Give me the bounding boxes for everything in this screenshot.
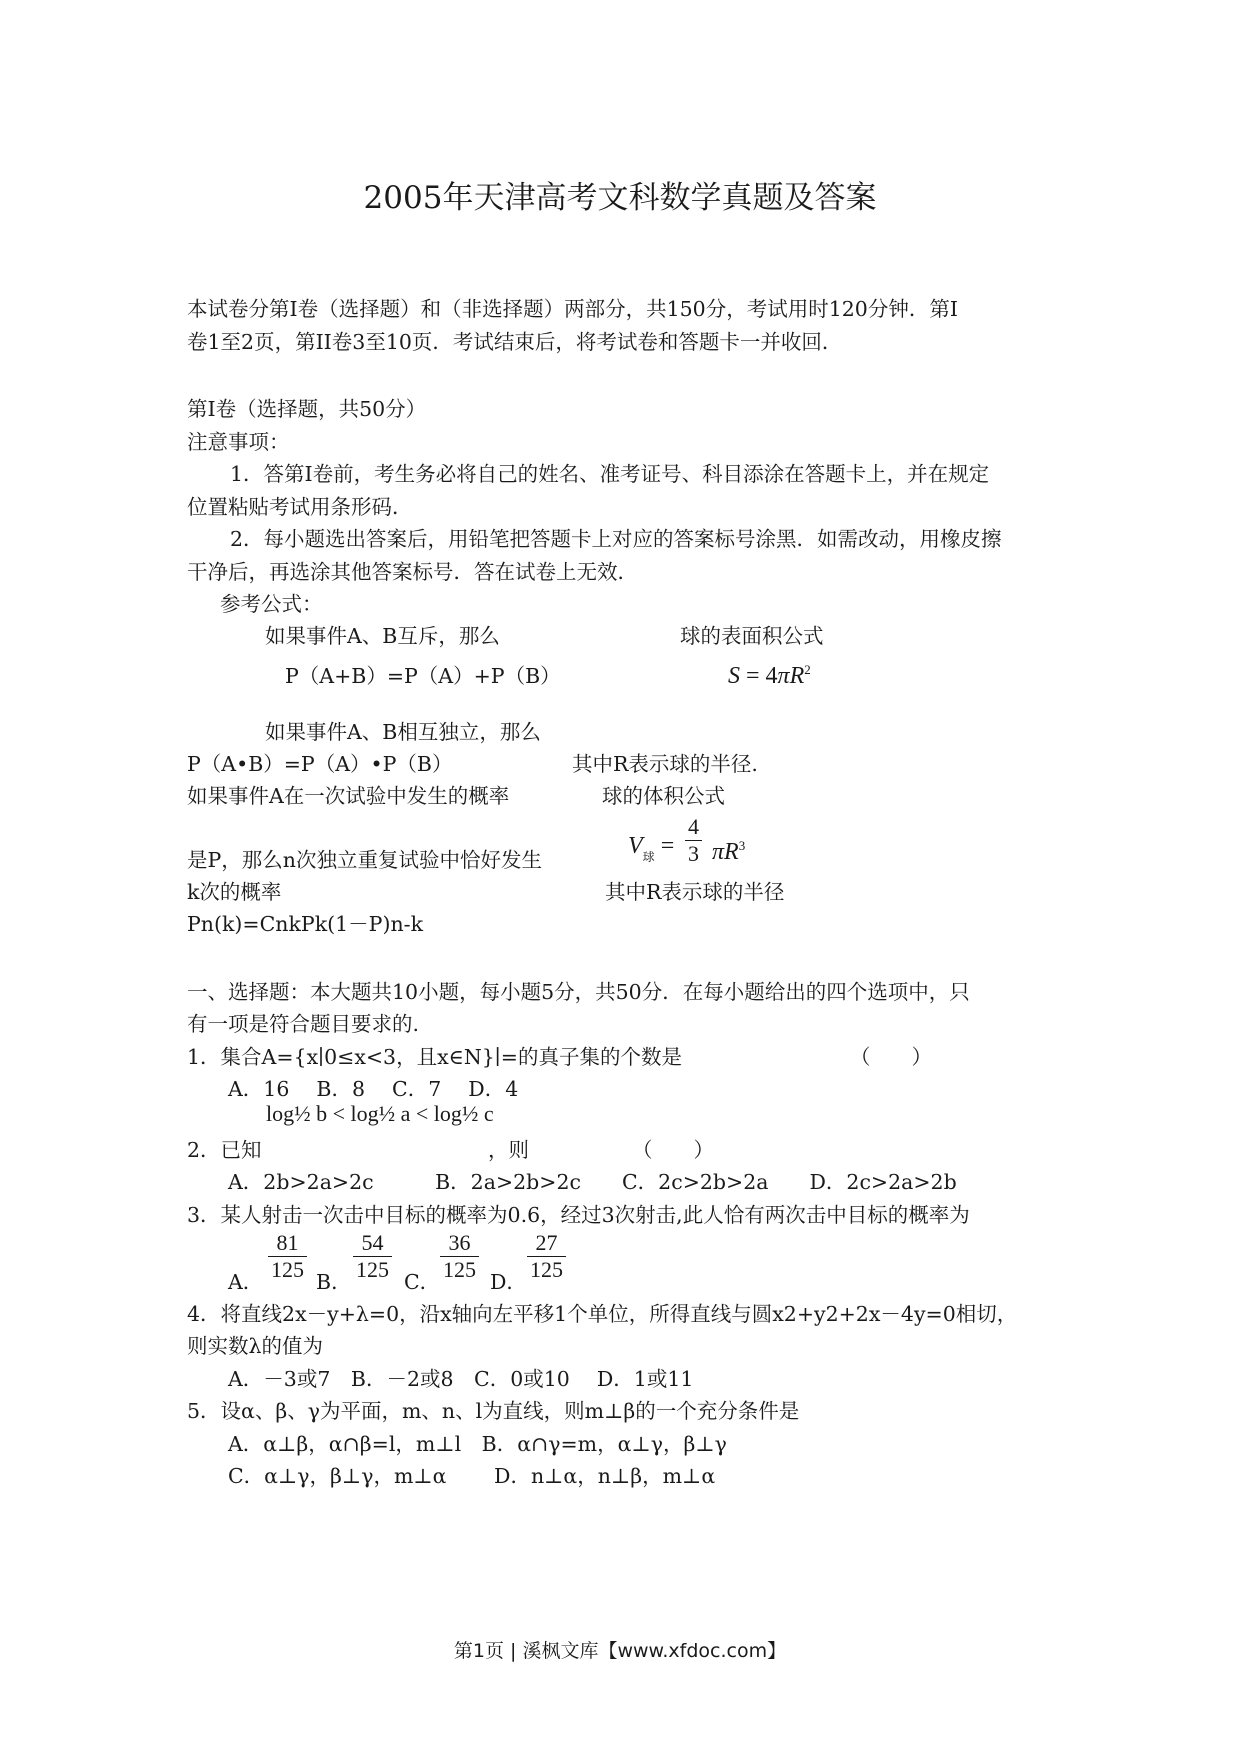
note-2-line-1: 2．每小题选出答案后，用铅笔把答题卡上对应的答案标号涂黑．如需改动，用橡皮擦 [230, 527, 1002, 551]
mutex-text: 如果事件A、B互斥，那么 [265, 624, 500, 648]
question-1-stem: 1．集合A={x∣0≤x<3，且x∈N}∣=的真子集的个数是 [187, 1045, 682, 1069]
question-3-option-a-fraction: 81 125 [268, 1230, 307, 1283]
part-1-line-2: 有一项是符合题目要求的. [187, 1012, 420, 1036]
sphere-volume-label: 球的体积公式 [602, 784, 725, 808]
question-5-stem: 5．设α、β、γ为平面，m、n、l为直线，则m⊥β的一个充分条件是 [187, 1399, 800, 1423]
question-4-line-1: 4．将直线2x－y+λ=0，沿x轴向左平移1个单位，所得直线与圆x2+y2+2x－4y=0相切， [187, 1302, 1018, 1326]
sphere-volume-formula: $V_球$ = [628, 833, 675, 864]
formula-label: 参考公式： [220, 592, 323, 616]
question-3-option-b-fraction: 54 125 [353, 1230, 392, 1283]
question-2-log-formula: log½ b < log½ a < log½ c [266, 1101, 494, 1126]
probability-line-1: 如果事件A在一次试验中发生的概率 [187, 784, 510, 808]
question-3-stem: 3．某人射击一次击中目标的概率为0.6，经过3次射击,此人恰有两次击中目标的概率为 [187, 1203, 970, 1227]
mutex-formula: P（A+B）=P（A）+P（B） [285, 664, 561, 688]
question-1-options: A．16 B．8 C．7 D．4 [228, 1077, 519, 1101]
page-footer: 第1页 | 溪枫文库【www.xfdoc.com】 [453, 1640, 787, 1662]
question-3-option-c-fraction: 36 125 [440, 1230, 479, 1283]
question-2-stem-end: ，则 [488, 1138, 529, 1162]
independent-formula: P（A•B）=P（A）•P（B） [187, 752, 453, 776]
question-3-label-d: D． [490, 1270, 527, 1294]
question-2-answer-paren: （ ） [632, 1138, 714, 1162]
sphere-area-formula: $S = 4\pi R^2$ [728, 662, 811, 689]
question-1-answer-paren: （ ） [850, 1045, 932, 1069]
probability-line-3: k次的概率 [187, 880, 282, 904]
question-4-options: A．－3或7 B．－2或8 C．0或10 D．1或11 [228, 1367, 694, 1391]
intro-line-2: 卷1至2页，第II卷3至10页．考试结束后，将考试卷和答题卡一并收回． [187, 330, 843, 354]
sphere-area-label: 球的表面积公式 [680, 624, 824, 648]
notice-label: 注意事项： [187, 430, 290, 454]
part-1-line-1: 一、选择题：本大题共10小题，每小题5分，共50分．在每小题给出的四个选项中，只 [187, 980, 970, 1004]
question-3-label-a: A． [228, 1270, 264, 1294]
note-1-line-1: 1．答第Ⅰ卷前，考生务必将自己的姓名、准考证号、科目添涂在答题卡上，并在规定 [230, 462, 990, 486]
probability-line-2: 是P，那么n次独立重复试验中恰好发生 [187, 848, 542, 872]
page-title: 2005年天津高考文科数学真题及答案 [363, 180, 877, 216]
question-5-options-cd: C．α⊥γ，β⊥γ，m⊥α D．n⊥α，n⊥β，m⊥α [228, 1464, 716, 1488]
question-4-line-2: 则实数λ的值为 [187, 1334, 323, 1358]
question-2-options: A．2b>2a>2c B．2a>2b>2c C．2c>2b>2a D．2c>2a>2b [228, 1170, 957, 1194]
binomial-formula: Pn(k)=CnkPk(1－P)n-k [187, 912, 424, 936]
independent-text: 如果事件A、B相互独立，那么 [265, 720, 541, 744]
volume-fraction: 4 3 [685, 814, 702, 867]
section-heading: 第Ⅰ卷（选择题，共50分） [187, 397, 427, 421]
intro-line-1: 本试卷分第Ⅰ卷（选择题）和（非选择题）两部分，共150分，考试用时120分钟．第Ⅰ [187, 297, 958, 321]
note-2-line-2: 干净后，再选涂其他答案标号．答在试卷上无效． [187, 560, 638, 584]
question-2-stem-start: 2．已知 [187, 1138, 262, 1162]
volume-formula-tail: $\pi R^3$ [712, 838, 746, 865]
question-3-label-c: C． [404, 1270, 441, 1294]
question-3-option-d-fraction: 27 125 [527, 1230, 566, 1283]
note-1-line-2: 位置粘贴考试用条形码． [187, 495, 413, 519]
question-3-label-b: B． [316, 1270, 352, 1294]
radius-note-1: 其中R表示球的半径. [572, 752, 758, 776]
question-5-options-ab: A．α⊥β，α∩β=l，m⊥l B．α∩γ=m，α⊥γ，β⊥γ [228, 1432, 727, 1456]
radius-note-2: 其中R表示球的半径 [605, 880, 785, 904]
